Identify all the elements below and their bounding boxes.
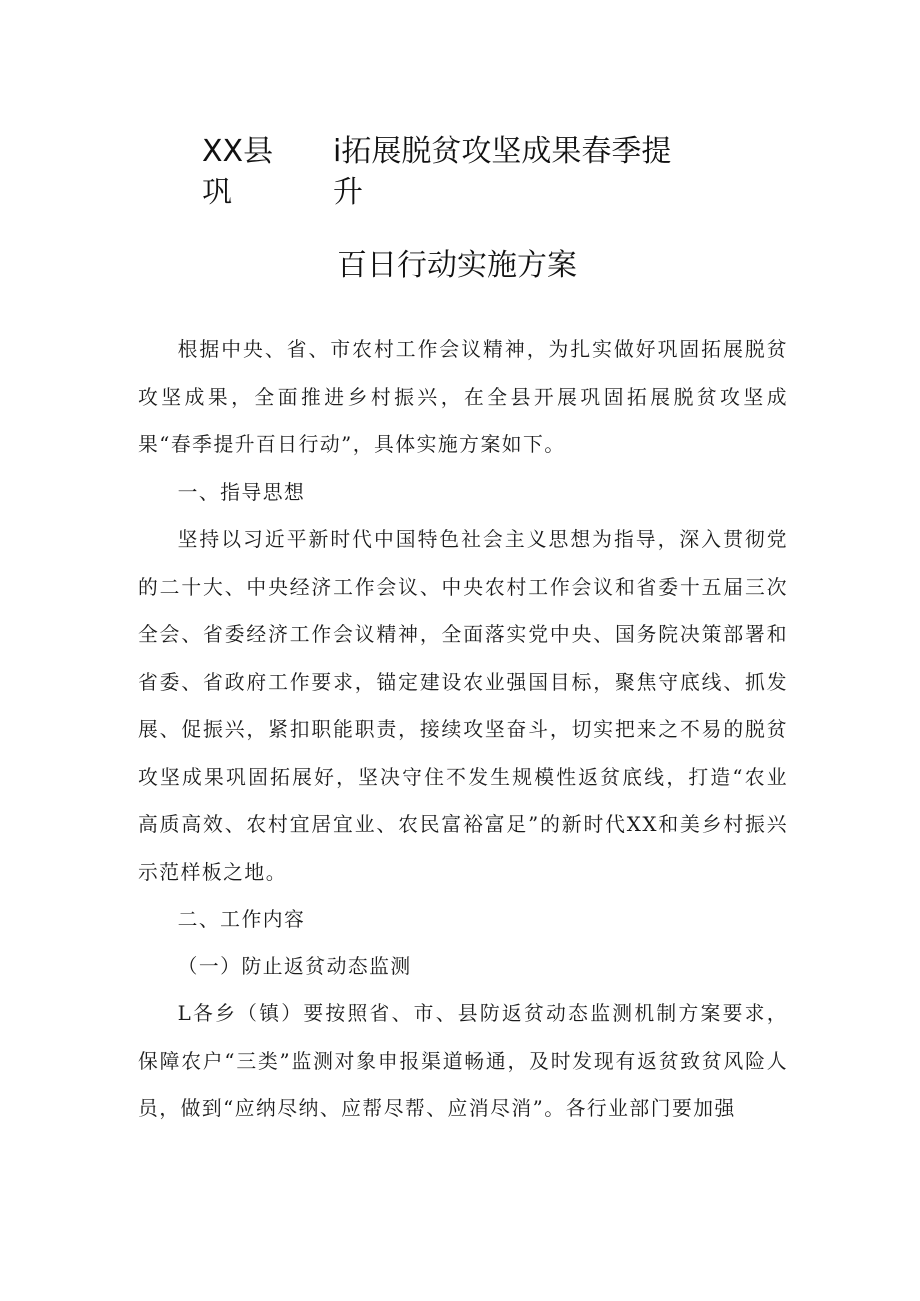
subsection1-paragraph: L各乡（镇）要按照省、市、县防返贫动态监测机制方案要求，保障农户“三类”监测对象申报渠道畅通，及时发现有返贫致贫风险人员，做到“应纳尽纳、应帮尽帮、应消尽消”。各行业部门要加强 — [138, 1002, 788, 1120]
section1-paragraph: 坚持以习近平新时代中国特色社会主义思想为指导，深入贯彻党的二十大、中央经济工作会议、中央农村工作会议和省委十五届三次全会、省委经济工作会议精神，全面落实党中央、国务院决策部署和省委、省政府工作要求，锚定建设农业强国目标，聚焦守底线、抓发展、促振兴，紧扣职能职责，接续攻坚奋斗，切实把来之不易的脱贫攻坚成果巩固拓展好，坚决守住不发生规模性返贫底线，打造“农业高质高效、农村宜居宜业、农民富裕富足”的新时代XX和美乡村振兴示范样板之地。 — [138, 528, 788, 884]
title-line2-left: 巩 — [202, 175, 232, 210]
subsection1-heading: （一）防止返贫动态监测 — [177, 955, 412, 978]
title-line2-right: 升 — [333, 175, 363, 210]
document-subtitle: 百日行动实施方案 — [337, 248, 577, 283]
section2-heading: 二、工作内容 — [177, 908, 306, 931]
section1-heading: 一、指导思想 — [177, 481, 306, 504]
title-line1-right: i拓展脱贫攻坚成果春季提 — [333, 134, 672, 169]
intro-paragraph: 根据中央、省、市农村工作会议精神，为扎实做好巩固拓展脱贫攻坚成果，全面推进乡村振兴，在全县开展巩固拓展脱贫攻坚成果“春季提升百日行动”，具体实施方案如下。 — [138, 338, 788, 456]
title-line1-left: XX县 — [202, 134, 274, 169]
